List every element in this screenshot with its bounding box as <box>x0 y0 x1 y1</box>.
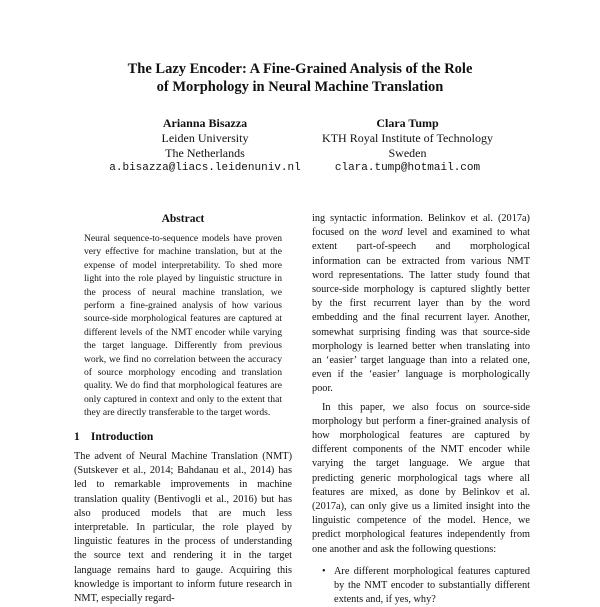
question-text: Are different morphological features captured by the NMT encoder to substantially different extents and, if yes, why? <box>334 565 530 606</box>
author-email: a.bisazza@liacs.leidenuniv.nl <box>109 162 301 174</box>
intro-paragraph-1: The advent of Neural Machine Translation (NMT) (Sutskever et al., 2014; Bahdanau et al., 2014) has led to remarkable improvements in machine translation quality (Bentivogli et al., 2016) but has also produced models that are much less interpretable. In particular, the role played by linguistic features in the process of understanding the source text and rendering it in the target language remains hard to gauge. Acquiring this knowledge is important to inform future research in NMT, especially regard- <box>74 450 292 604</box>
author-country: The Netherlands <box>165 146 245 160</box>
section-title: Introduction <box>90 430 154 443</box>
author-name: Arianna Bisazza <box>162 116 248 130</box>
abstract-text: Neural sequence-to-sequence models have proven very effective for machine translation, but at the expense of model interpretability. To shed more light into the role played by linguistic structure in the process of neural machine translation, we perform a fine-grained analysis of how various source-side morphological features are captured at different levels of the NMT encoder while varying the target language. Differently from previous work, we find no correlation between the accuracy of source morphology encoding and translation quality. We do find that morphological features are only captured in context and only to the extent that they are directly transferable to the target words. <box>84 233 282 419</box>
paper-title <box>0 60 600 96</box>
paper-title-line-2: of Morphology in Neural Machine Translation <box>156 79 444 95</box>
bullet-icon: • <box>322 565 326 577</box>
abstract-heading: Abstract <box>161 213 205 225</box>
body-text: level and examined to what extent part-of-speech and morphological information can be extracted from various NMT word representations. The latter study found that source-side morphology is captured slightly better by the first recurrent layer than by the word embedding and the final recurrent layer. Another, somewhat surprising finding was that source-side morphology is learned better when translating into an ‘easier’ target language than into a related one, even if the ‘easier’ language is morphologically poor. <box>312 227 530 395</box>
left-column <box>74 212 292 606</box>
right-column <box>312 212 530 607</box>
author-affiliation: Leiden University <box>161 131 249 145</box>
author-block-2 <box>295 116 520 176</box>
emphasized-word: word <box>381 227 403 239</box>
author-name: Clara Tump <box>376 116 439 130</box>
author-country: Sweden <box>388 146 427 160</box>
body-paragraph-2: In this paper, we also focus on source-side morphology but perform a finer-grained analysis of how morphological features are captured by different components of the NMT encoder while varying the target language. We argue that predicting generic morphological tags where all features are mixed, as done by Belinkov et al. (2017a), can only give us a limited insight into the linguistic competence of the model. Hence, we predict morphological features independently from one another and ask the following questions: <box>312 401 530 555</box>
author-affiliation: KTH Royal Institute of Technology <box>322 131 493 145</box>
body-paragraph-1 <box>312 212 530 397</box>
paper-title-line-1: The Lazy Encoder: A Fine-Grained Analysis of the Role <box>127 61 473 77</box>
author-email: clara.tump@hotmail.com <box>334 162 481 174</box>
question-list <box>312 565 530 607</box>
body-text: ing syntactic information. Belinkov et al. (2017a) focused on the <box>312 213 530 239</box>
section-heading-introduction <box>74 430 292 444</box>
question-list-item <box>312 565 530 607</box>
section-number: 1 <box>74 430 80 443</box>
author-block-1 <box>90 116 320 176</box>
